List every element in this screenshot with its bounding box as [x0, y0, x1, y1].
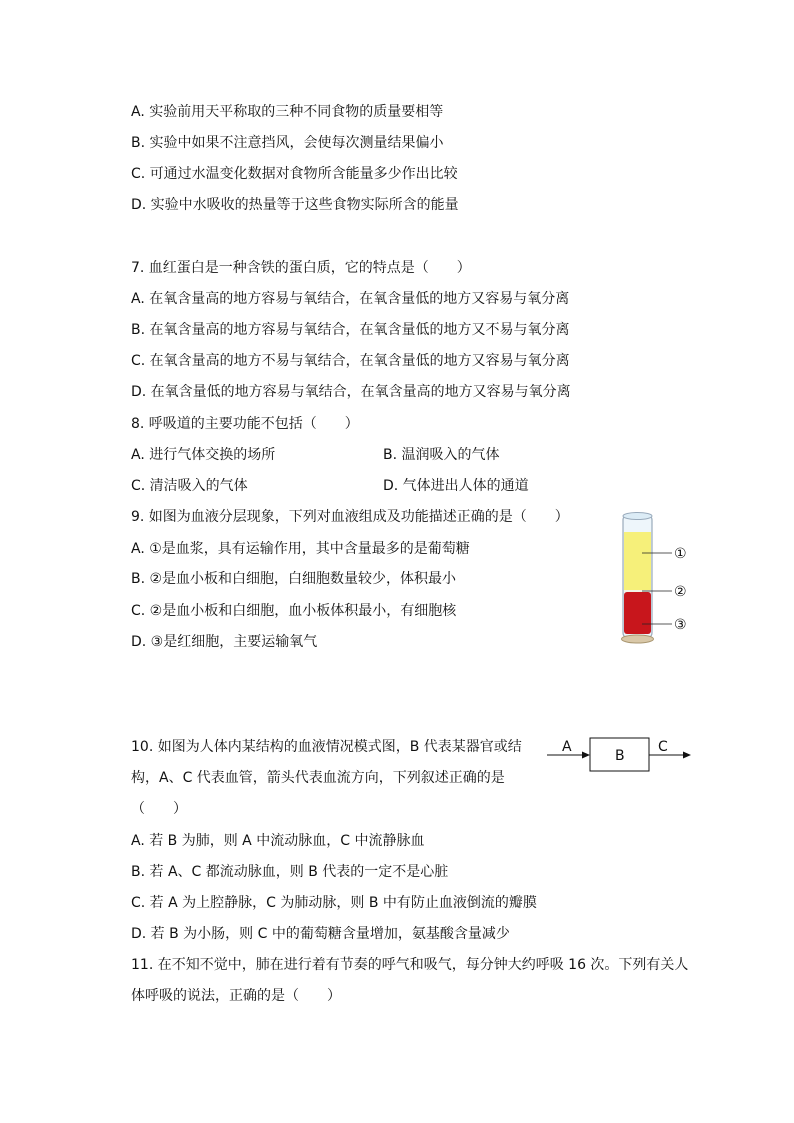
q8-option-a: A. 进行气体交换的场所	[131, 447, 276, 463]
q8-option-c: C. 清洁吸入的气体	[131, 478, 248, 494]
q11-stem-line-1: 11. 在不知不觉中，肺在进行着有节奏的呼气和吸气，每分钟大约呼吸 16 次。下列有关人	[131, 957, 689, 973]
q8-option-d: D. 气体进出人体的通道	[383, 478, 529, 494]
q7-stem: 7. 血红蛋白是一种含铁的蛋白质，它的特点是（ ）	[131, 260, 471, 276]
arrow-a-head	[582, 752, 590, 759]
q10-stem-line-3: （ ）	[131, 801, 187, 817]
q6-option-a: A. 实验前用天平称取的三种不同食物的质量要相等	[131, 104, 444, 120]
q10-stem-line-2: 构，A、C 代表血管，箭头代表血流方向，下列叙述正确的是	[131, 770, 505, 786]
q7-option-c: C. 在氧含量高的地方不易与氧结合，在氧含量低的地方又容易与氧分离	[131, 353, 570, 369]
q10-option-c: C. 若 A 为上腔静脉，C 为肺动脉，则 B 中有防止血液倒流的瓣膜	[131, 895, 537, 911]
label-1: ①	[674, 546, 687, 562]
label-3: ③	[674, 617, 687, 633]
q8-stem: 8. 呼吸道的主要功能不包括（ ）	[131, 416, 359, 432]
arrow-c-head	[683, 752, 691, 759]
q6-option-b: B. 实验中如果不注意挡风，会使每次测量结果偏小	[131, 135, 444, 151]
q6-option-d: D. 实验中水吸收的热量等于这些食物实际所含的能量	[131, 197, 459, 213]
q7-option-a: A. 在氧含量高的地方容易与氧结合，在氧含量低的地方又容易与氧分离	[131, 291, 570, 307]
red-cell-layer	[624, 592, 651, 634]
plasma-layer	[624, 532, 651, 591]
q10-option-a: A. 若 B 为肺，则 A 中流动脉血，C 中流静脉血	[131, 833, 425, 849]
tube-rim	[623, 513, 652, 520]
q7-option-b: B. 在氧含量高的地方容易与氧结合，在氧含量低的地方又不易与氧分离	[131, 322, 570, 338]
organ-b-label: B	[615, 748, 625, 764]
q9-stem: 9. 如图为血液分层现象，下列对血液组成及功能描述正确的是（ ）	[131, 509, 569, 525]
q10-option-b: B. 若 A、C 都流动脉血，则 B 代表的一定不是心脏	[131, 864, 449, 880]
q9-option-a: A. ①是血浆，具有运输作用，其中含量最多的是葡萄糖	[131, 541, 470, 557]
q10-option-d: D. 若 B 为小肠，则 C 中的葡萄糖含量增加，氨基酸含量减少	[131, 926, 510, 942]
q9-option-b: B. ②是血小板和白细胞，白细胞数量较少，体积最小	[131, 571, 457, 587]
q8-option-b: B. 温润吸入的气体	[383, 447, 500, 463]
label-2: ②	[674, 584, 687, 600]
q6-option-c: C. 可通过水温变化数据对食物所含能量多少作出比较	[131, 166, 458, 182]
q7-option-d: D. 在氧含量低的地方容易与氧结合，在氧含量高的地方又容易与氧分离	[131, 384, 571, 400]
blood-flow-diagram	[545, 732, 695, 776]
blood-tube-figure	[612, 510, 702, 650]
tube-base	[622, 635, 654, 643]
vessel-a-label: A	[562, 739, 572, 755]
q10-stem-line-1: 10. 如图为人体内某结构的血液情况模式图，B 代表某器官或结	[131, 739, 522, 755]
q9-option-d: D. ③是红细胞，主要运输氧气	[131, 634, 318, 650]
q9-option-c: C. ②是血小板和白细胞，血小板体积最小，有细胞核	[131, 603, 457, 619]
q11-stem-line-2: 体呼吸的说法，正确的是（ ）	[131, 988, 341, 1004]
vessel-c-label: C	[658, 739, 668, 755]
